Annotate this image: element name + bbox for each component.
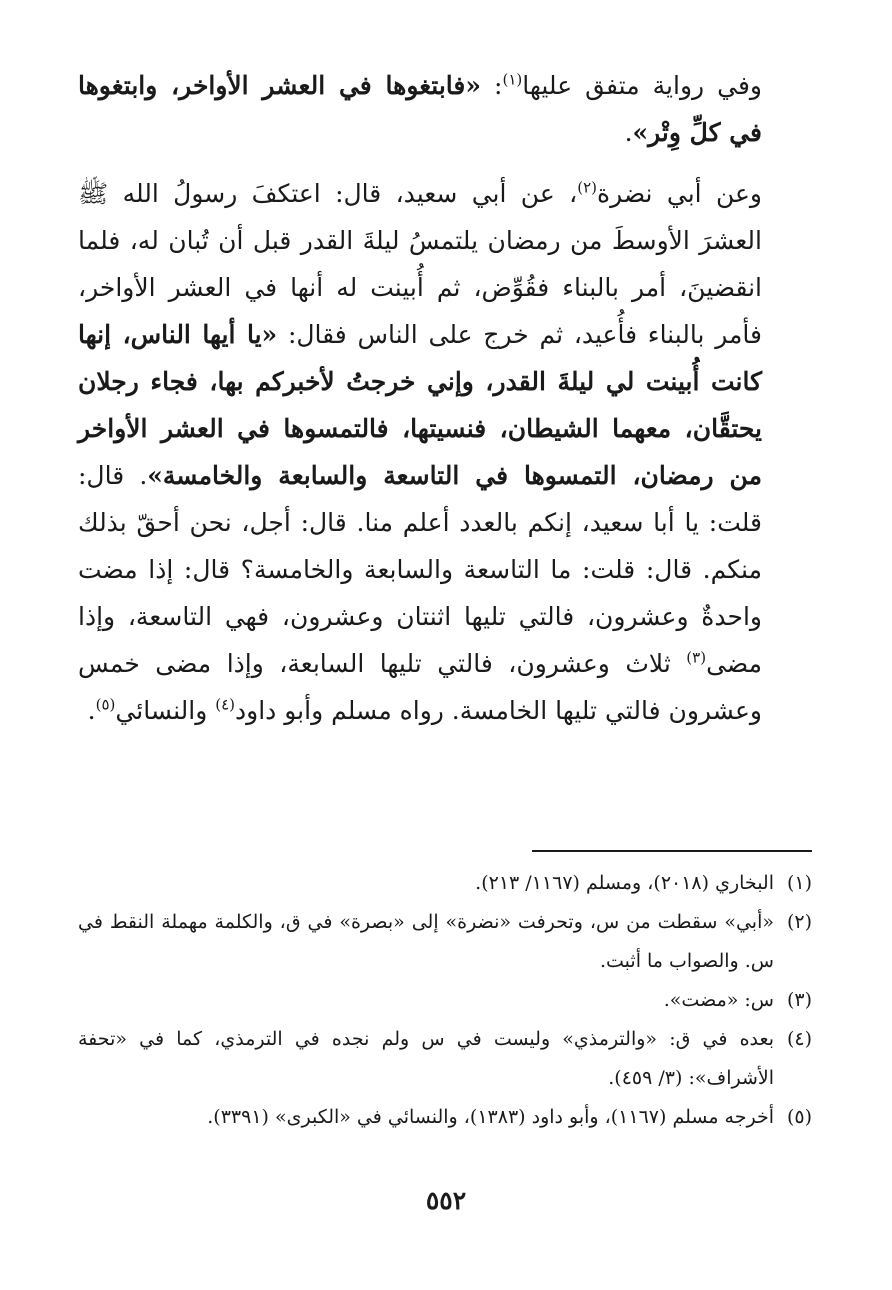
footnote-text: بعده في ق: «والترمذي» وليست في س ولم نجده في الترمذي، كما في «تحفة الأشراف»: (٣/ ٤٥٩). [78, 1028, 774, 1089]
footnote-ref: (٣) [686, 648, 707, 667]
paragraph [78, 170, 812, 734]
footnote-number: (٥) [786, 1106, 812, 1128]
footnote-ref: (٢) [577, 178, 597, 197]
footnote-text: «أبي» سقطت من س، وتحرفت «نضرة» إلى «بصرة» في ق، والكلمة مهملة النقط في س. والصواب ما أثبت. [78, 911, 774, 972]
footnotes [78, 864, 812, 1137]
footnote-separator [532, 850, 812, 852]
footnote-number: (٢) [786, 911, 812, 933]
footnote-number: (٤) [786, 1028, 812, 1050]
text-run: والنسائي [115, 696, 216, 725]
footnote-number: (٣) [786, 989, 812, 1011]
footnote-text: البخاري (٢٠١٨)، ومسلم (١١٦٧/ ٢١٣). [475, 872, 774, 894]
footnote-text: أخرجه مسلم (١١٦٧)، وأبو داود (١٣٨٣)، والنسائي في «الكبرى» (٣٣٩١). [207, 1106, 774, 1128]
text-run: . قال: قلت: يا أبا سعيد، إنكم بالعدد أعلم منا. قال: أجل، نحن أحقّ بذلك منكم. قال: قلت: ما التاسعة والسابعة والخامسة؟ قال: إذا مضت واحدةٌ وعشرون، فالتي تليها اثنتان وعشرون، فهي التاسعة، وإذا مضى [78, 461, 762, 678]
paragraph [78, 62, 812, 156]
footnote [78, 903, 812, 981]
page-number: ٥٥٢ [425, 1186, 467, 1215]
footnote [78, 1020, 812, 1098]
footnote-text: س: «مضت». [663, 989, 774, 1011]
footnote [78, 981, 812, 1020]
text-run: وعن أبي نضرة [596, 179, 763, 208]
text-run: ثلاث وعشرون، فالتي تليها السابعة، وإذا مضى خمس وعشرون فالتي تليها الخامسة. رواه مسلم وأبو داود [78, 649, 762, 725]
text-run: : [481, 71, 503, 100]
footnote-ref: (٥) [95, 695, 116, 714]
footnote [78, 1098, 812, 1137]
footnote [78, 864, 812, 903]
text-run: . [87, 696, 96, 725]
main-text [78, 62, 812, 734]
hadith-quote: «فابتغوها في العشر الأواخر، وابتغوها في كلِّ وِتْر» [78, 71, 762, 147]
text-run: . [624, 118, 633, 147]
text-run: ، عن أبي سعيد، قال: اعتكفَ رسولُ الله ﷺ العشرَ الأوسطَ من رمضان يلتمسُ ليلةَ القدر قبل أن تُبان له، فلما انقضينَ، أمر بالبناء فقُوِّض، ثم أُبينت له أنها في العشر الأواخر، فأمر بالبناء فأُعيد، ثم خرج على الناس فقال: [78, 179, 763, 349]
footnote-ref: (١) [502, 70, 523, 89]
hadith-quote: «يا أيها الناس، إنها كانت أُبينت لي ليلةَ القدر، وإني خرجتُ لأخبركم بها، فجاء رجلان يحتقَّان، معهما الشيطان، فنسيتها، فالتمسوها في العشر الأواخر من رمضان، التمسوها في التاسعة والسابعة والخامسة» [78, 320, 762, 490]
footnote-ref: (٤) [215, 695, 236, 714]
text-run: وفي رواية متفق عليها [522, 71, 762, 100]
footnote-number: (١) [786, 872, 812, 894]
